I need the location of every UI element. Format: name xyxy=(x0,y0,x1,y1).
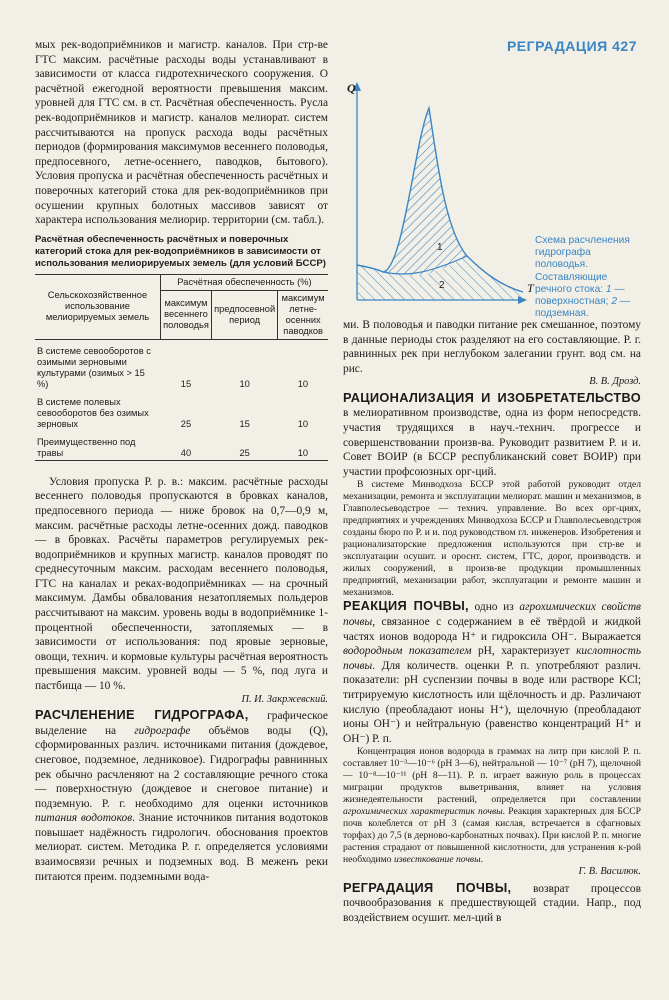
paragraph: В системе Минводхоза БССР этой работой руководит отдел механизации, ремонта и эксплуатации мелиорат. машин и механизмов, в Главполесьеводстрое — технич. управление. Во всех орг-циях, предприятиях и учреждениях Минводхоза БССР и Главполесьеводстроя созданы бюро по Р. и и. под руководством гл. инженеров. Изобретения и рационализаторские предложения используются при стр-ве и эксплуатации осушит. и ороснт. систем, ГТС, дорог, производств. и жилых сооружений, в произв-ве продукции промышленных предприятий, механизации работ, эксплуатации и ремонте машин и механизмов. xyxy=(343,479,641,599)
table-row xyxy=(35,431,328,461)
entry-headword: РЕАКЦИЯ ПОЧВЫ, xyxy=(343,598,469,614)
table-cell: 15 xyxy=(239,418,250,429)
table-cell: В системе севооборотов с озимыми зерновыми культурами (озимых > 15 %) xyxy=(37,345,151,389)
hydrograph-figure xyxy=(343,80,641,320)
zone-1-label: 1 xyxy=(437,242,443,253)
data-table xyxy=(35,274,328,461)
paragraph: Концентрация ионов водорода в граммах на литр при кислой Р. п. составляет 10⁻³—10⁻⁶ (pH 3—6), нейтральной — 10⁻⁷ (pH 7), щелочной — 10⁻⁸—10⁻¹¹ (pH 8—11). Р. п. играет важную роль в процессах миграции продуктов выветривания, влияет на условия жизнедеятельности растений, определяется при составлении агрохимических характеристик почвы. Реакция характерных для БССР почв колеблется от pH 3 (самая кислая, встречается в сфагновых торфах) до 7,5 (в дерново-карбонатных почвах). При кислой Р. п. многие растения страдают от повышенной кислотности, для устранения к-рой необходимо известкование почвы. xyxy=(343,746,641,866)
figure-caption: Схема расчленения гидрографа половодья. Составляющие речного стока: 1 — поверхностная; 2 — подземная. xyxy=(535,235,631,320)
running-head: РЕГРАДАЦИЯ 427 xyxy=(506,38,637,54)
entry-paragraph: РЕАКЦИЯ ПОЧВЫ, одно из агрохимических свойств почвы, связанное с содержанием в её твёрдой и жидкой частях ионов водорода H⁺ и гидроксила OH⁻. Выражается водородным показателем pH, характеризует кислотность почвы. Для количеств. оценки Р. п. употребляют различ. показатели: pH суспензии почвы в воде или растворе KCl; титрируемую кислотность или щёлочность и др. Различают кислую (преобладают ионы H⁺), щелочную (преобладают ионы OH⁻) и нейтральную (равенство концентраций H⁺ и OH⁻) Р. п. xyxy=(343,598,642,745)
cross-reference: кислотность почвы xyxy=(343,645,642,672)
right-column xyxy=(343,318,641,926)
entry-headword: РАЦИОНАЛИЗАЦИЯ И ИЗОБРЕТАТЕЛЬСТВО xyxy=(343,389,641,405)
entry-headword: РАСЧЛЕНЕНИЕ ГИДРОГРАФА, xyxy=(35,707,249,723)
table-cell: В системе полевых севооборотов без озимых зерновых xyxy=(37,396,149,429)
paragraph: Условия пропуска Р. р. в.: максим. расчётные расходы весеннего половодья пропускаются в бровках каналов, предпосевного периода — ниже бровок на 0,7—0,9 м, максим. расчётные расходы летне-осенних дожд. паводков — в бровках. Расчёты параметров регулируемых рек-водоприёмников и крупных магистр. каналов проводят по среднесуточным максим. расходам весеннего половодья, ГТС на каналах и реках-водоприёмниках — на срочный максимум. Дамбы обвалования незатопляемых польдеров рассчитывают на максим. уровень воды в водоприёмнике 1-процентной обеспеченности, затопляемых — в зависимости от использования: под яровые зерновые, овощи, технич. и кормовые культуры расчётная вероятность превышения максим. уровней воды — 5 %, под луга и пастбища — 10 %. xyxy=(35,475,328,693)
cross-reference: водородным показателем xyxy=(343,645,472,658)
author-signature: Г. В. Василюк. xyxy=(578,866,641,878)
paragraph: мых рек-водоприёмников и магистр. каналов. При стр-ве ГТС максим. расчётные расходы воды устанавливают в зависимости от класса гидротехнического сооружения. О расчётной ежегодной вероятности превышения максим. уровней для ГТС см. в ст. Расчётная обеспеченность. Русла рек-водоприёмников и магистр. каналов мелиорат. систем рассчитываются на пропуск расхода воды расчётных периодов (формирования максимумов весеннего половодья, предпосевного, летне-осеннего, паводков, бытового). Условия пропуска и расчётная обеспеченность расчётных и поверочных категорий стока для рек-водоприёмников при осушении крупных болотных массивов зависят от характера использования мелиорир. территории (см. табл.). xyxy=(35,39,328,227)
cross-reference: известкование почвы xyxy=(393,854,481,866)
table-cell: 40 xyxy=(180,447,192,458)
table-cell: 10 xyxy=(297,447,309,458)
entry-paragraph: РЕГРАДАЦИЯ ПОЧВЫ, возврат процессов почвообразования к предшествующей стадии. Напр., под воздействием осушит. мел-ций в xyxy=(343,879,641,925)
entry-headword: РЕГРАДАЦИЯ ПОЧВЫ, xyxy=(343,879,512,895)
x-axis-label: T xyxy=(527,281,534,295)
cross-reference: гидрографе xyxy=(134,724,191,737)
table-cell: 10 xyxy=(297,418,309,429)
cross-reference: питания водотоков xyxy=(35,812,133,825)
entry-paragraph: РАЦИОНАЛИЗАЦИЯ И ИЗОБРЕТАТЕЛЬСТВО в мелиоративном производстве, одна из форм непосредств. участия трудящихся в науч.-технич. прогрессе и совершенствовании произв-ва. Руководит развитием Р. и и. Совет ВОИР (в БССР республиканский совет ВОИР) при участии профсоюзных орг-ций. xyxy=(343,389,641,478)
left-column xyxy=(35,38,328,884)
table-caption: Расчётная обеспеченность расчётных и поверочных категорий стока для рек-водоприёмников в зависимости от использования мелиорируемых земель (для условий БССР) xyxy=(35,233,327,269)
table-cell: 10 xyxy=(239,378,250,389)
table-column-group: Расчётная обеспеченность (%) xyxy=(160,274,328,290)
entry-paragraph: РАСЧЛЕНЕНИЕ ГИДРОГРАФА, графическое выделение на гидрографе объёмов воды (Q), сформированных различ. источниками питания (дождевое, снеговое, подземное, ледниковое). Гидрографы равнинных рек обычно расчленяют на 2 составляющие речного стока — поверхностную (дождевое и снеговое питание) и подземную. Р. г. необходимо для оценки источников питания водотоков. Знание источников питания водотоков повышает надёжность гидрологич. обоснования проектов мелиорат. систем. Методика Р. г. определяется условиями взаимосвязи речных и подземных вод. В меженъ реки питаются преим. подземными вода- xyxy=(35,707,328,883)
table-cell: 15 xyxy=(180,378,192,389)
cross-reference: агрохимических свойств почвы xyxy=(343,601,641,629)
y-axis-label: Q xyxy=(347,81,356,95)
author-signature: В. В. Дрозд. xyxy=(589,376,641,388)
zone-1-area xyxy=(383,108,467,275)
table-cell: 25 xyxy=(239,447,250,458)
table-cell: 10 xyxy=(297,378,309,389)
cross-reference: агрохимических характеристик почвы xyxy=(343,806,503,818)
paragraph: ми. В половодья и паводки питание рек смешанное, поэтому в данные периоды сток разделяют на его составляющие. Р. г. равнинных рек при неглубоком залегании грунт. вод см. на рис. xyxy=(343,319,641,375)
table-cell: 25 xyxy=(180,418,192,429)
table-row xyxy=(35,391,328,431)
zone-2-label: 2 xyxy=(439,280,445,291)
table-column-header: предпосевной период xyxy=(211,290,277,339)
table-cell: Преимущественно под травы xyxy=(37,436,136,458)
table-column-header: максимум летне-осенних паводков xyxy=(278,290,328,339)
author-signature: П. И. Закржевский. xyxy=(241,693,328,705)
table-row xyxy=(35,339,328,391)
table-row-header: Сельскохозяйственное использование мелиорируемых земель xyxy=(35,274,160,339)
table-column-header: максимум весеннего половодья xyxy=(160,290,211,339)
